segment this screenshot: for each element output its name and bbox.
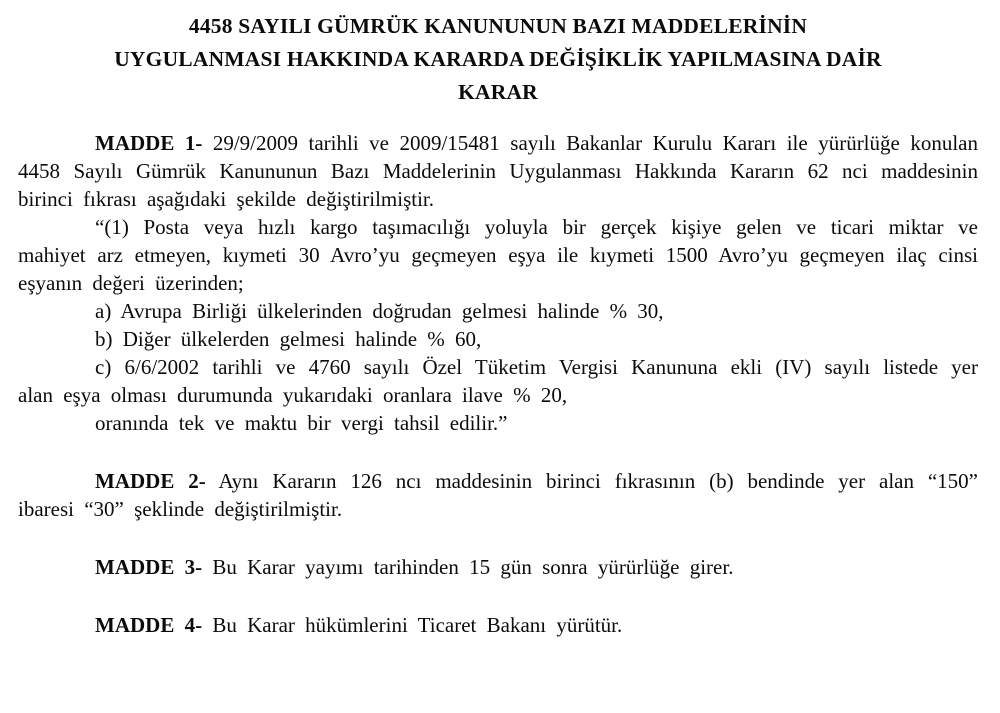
article-4-paragraph	[18, 611, 978, 639]
article-3-paragraph	[18, 553, 978, 581]
article-1-item-a: a) Avrupa Birliği ülkelerinden doğrudan gelmesi halinde % 30,	[95, 299, 664, 323]
title-line-3: KARAR	[458, 80, 538, 104]
document-body	[18, 129, 978, 639]
article-2-paragraph	[18, 467, 978, 523]
article-4-text: Bu Karar hükümlerini Ticaret Bakanı yürütür.	[212, 613, 623, 637]
document-title	[18, 10, 978, 109]
title-line-1: 4458 SAYILI GÜMRÜK KANUNUNUN BAZI MADDELERİNİN	[188, 14, 808, 38]
article-4-label: MADDE 4-	[95, 613, 203, 637]
title-line-2: UYGULANMASI HAKKINDA KARARDA DEĞİŞİKLİK YAPILMASINA DAİR	[114, 47, 882, 71]
article-2-label: MADDE 2-	[95, 469, 206, 493]
article-1-quoted-paragraph: “(1) Posta veya hızlı kargo taşımacılığı yoluyla bir gerçek kişiye gelen ve ticari miktar ve mahiyet arz etmeyen, kıymeti 30 Avro’yu geçmeyen eşya ile kıymeti 1500 Avro’yu geçmeyen ilaç cinsi eşyanın değeri üzerinden;	[18, 215, 978, 295]
article-1-label: MADDE 1-	[95, 131, 203, 155]
article-2-text: Aynı Kararın 126 ncı maddesinin birinci fıkrasının (b) bendinde yer alan “150” ibaresi “30” şeklinde değiştirilmiştir.	[18, 469, 978, 521]
article-3-text: Bu Karar yayımı tarihinden 15 gün sonra yürürlüğe girer.	[212, 555, 734, 579]
article-3-label: MADDE 3-	[95, 555, 203, 579]
article-1-closing-line: oranında tek ve maktu bir vergi tahsil edilir.”	[95, 411, 508, 435]
article-1-item-b: b) Diğer ülkelerden gelmesi halinde % 60,	[95, 327, 482, 351]
article-1-paragraph	[18, 129, 978, 213]
article-1-item-c: c) 6/6/2002 tarihli ve 4760 sayılı Özel Tüketim Vergisi Kanununa ekli (IV) sayılı listede yer alan eşya olması durumunda yukarıdaki oranlara ilave % 20,	[18, 355, 978, 407]
article-1-text: 29/9/2009 tarihli ve 2009/15481 sayılı Bakanlar Kurulu Kararı ile yürürlüğe konulan 4458 Sayılı Gümrük Kanununun Bazı Maddelerinin Uygulanması Hakkında Kararın 62 nci maddesinin birinci fıkrası aşağıdaki şekilde değiştirilmiştir.	[18, 131, 978, 211]
